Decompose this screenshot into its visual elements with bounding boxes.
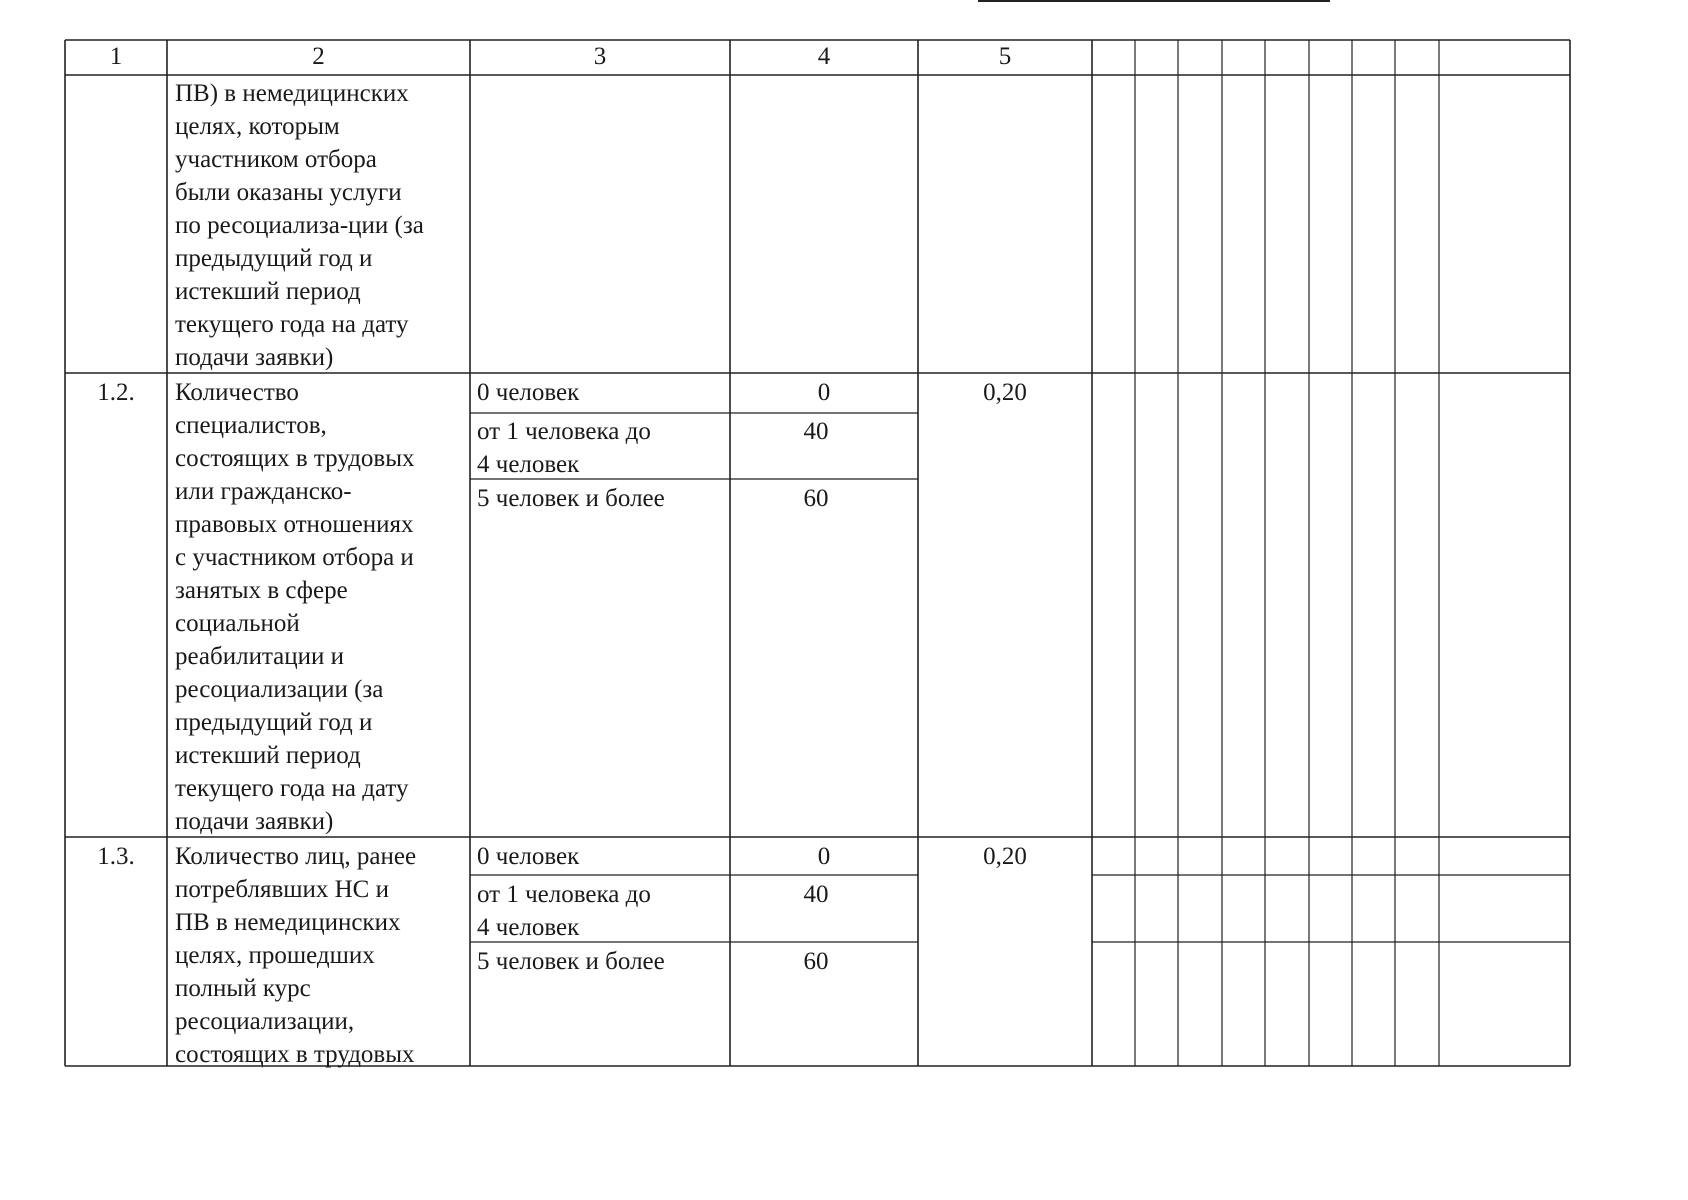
description-line: целях, прошедших bbox=[175, 942, 375, 969]
description-line: ресоциализации (за bbox=[175, 676, 384, 703]
criterion-label-line: 5 человек и более bbox=[477, 485, 665, 512]
description-line: Количество bbox=[175, 379, 299, 406]
description-line: участником отбора bbox=[175, 146, 377, 173]
row-1-3-criterion-2 bbox=[477, 878, 651, 944]
description-line: реабилитации и bbox=[175, 643, 345, 670]
description-line: социальной bbox=[175, 610, 300, 637]
criterion-label-line: 4 человек bbox=[477, 914, 580, 941]
description-line: состоящих в трудовых bbox=[175, 445, 415, 472]
description-line: занятых в сфере bbox=[175, 577, 348, 604]
description-line: правовых отношениях bbox=[175, 511, 414, 538]
description-line: состоящих в трудовых bbox=[175, 1041, 415, 1068]
row-1-2-score-2: 40 bbox=[803, 418, 829, 445]
description-line: ресоциализации, bbox=[175, 1008, 355, 1035]
row-1-3-weight: 0,20 bbox=[983, 843, 1027, 870]
description-line: или гражданско- bbox=[175, 478, 352, 505]
row-1-3-criterion-1 bbox=[477, 840, 579, 873]
criterion-label-line: 4 человек bbox=[477, 451, 580, 478]
row-1-2-criterion-3 bbox=[477, 482, 665, 515]
row-1-2-score-3: 60 bbox=[803, 485, 829, 512]
description-line: с участником отбора и bbox=[175, 544, 414, 571]
criterion-label-line: 0 человек bbox=[477, 843, 580, 870]
row-1-3-description bbox=[175, 840, 416, 1071]
description-line: текущего года на дату bbox=[175, 311, 409, 338]
row-1-2-criterion-2 bbox=[477, 415, 651, 481]
description-line: подачи заявки) bbox=[175, 808, 334, 835]
description-line: ПВ) в немедицинских bbox=[175, 80, 409, 107]
description-line: предыдущий год и bbox=[175, 245, 373, 272]
criterion-label-line: от 1 человека до bbox=[477, 881, 651, 908]
header-col-3: 3 bbox=[593, 43, 607, 70]
header-col-1: 1 bbox=[109, 43, 123, 70]
row-1-1-description bbox=[175, 77, 424, 374]
description-line: целях, которым bbox=[175, 113, 340, 140]
header-col-5: 5 bbox=[998, 43, 1012, 70]
row-1-2-weight: 0,20 bbox=[983, 379, 1027, 406]
row-1-3-score-3: 60 bbox=[803, 948, 829, 975]
description-line: подачи заявки) bbox=[175, 344, 334, 371]
description-line: истекший период bbox=[175, 742, 361, 769]
criterion-label-line: 5 человек и более bbox=[477, 948, 665, 975]
description-line: полный курс bbox=[175, 975, 311, 1002]
row-1-3-score-2: 40 bbox=[803, 881, 829, 908]
description-line: Количество лиц, ранее bbox=[175, 843, 417, 870]
description-line: были оказаны услуги bbox=[175, 179, 402, 206]
description-line: ПВ в немедицинских bbox=[175, 909, 401, 936]
row-1-3-score-1: 0 bbox=[817, 843, 831, 870]
row-1-2-criterion-1 bbox=[477, 376, 579, 409]
description-line: истекший период bbox=[175, 278, 361, 305]
header-col-4: 4 bbox=[817, 43, 831, 70]
criterion-label-line: от 1 человека до bbox=[477, 418, 651, 445]
row-1-2-number: 1.2. bbox=[97, 379, 135, 406]
row-1-2-description bbox=[175, 376, 415, 838]
criterion-label-line: 0 человек bbox=[477, 379, 580, 406]
row-1-3-criterion-3 bbox=[477, 945, 665, 978]
description-line: текущего года на дату bbox=[175, 775, 409, 802]
header-col-2: 2 bbox=[312, 43, 325, 70]
row-1-2-score-1: 0 bbox=[817, 379, 831, 406]
description-line: специалистов, bbox=[175, 412, 327, 439]
description-line: по ресоциализа-ции (за bbox=[175, 212, 424, 239]
description-line: потреблявших НС и bbox=[175, 876, 389, 903]
description-line: предыдущий год и bbox=[175, 709, 373, 736]
row-1-3-number: 1.3. bbox=[97, 843, 135, 870]
